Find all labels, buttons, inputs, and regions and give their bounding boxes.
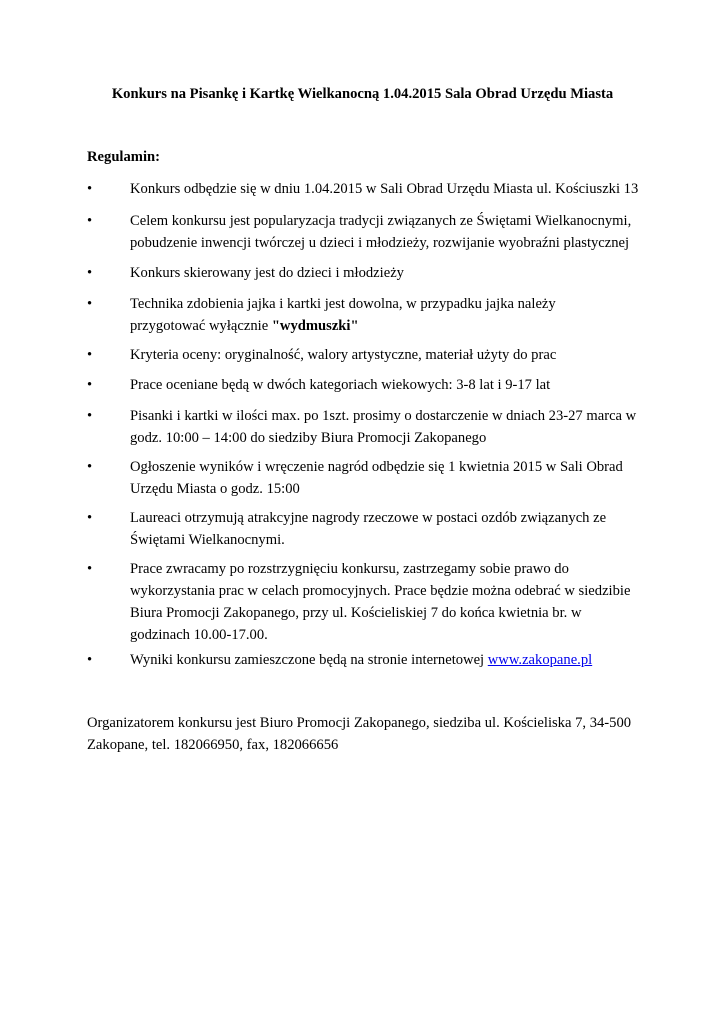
section-heading: Regulamin: xyxy=(87,149,160,165)
list-item xyxy=(87,456,647,500)
organizer-info xyxy=(87,712,647,756)
emphasis-wydmuszki: "wydmuszki" xyxy=(271,318,359,334)
list-item-text xyxy=(130,293,647,337)
list-item-line xyxy=(130,315,647,337)
list-item-text: Konkurs skierowany jest do dzieci i młodzieży xyxy=(130,265,404,281)
list-item-text xyxy=(130,405,647,449)
bullet: • xyxy=(87,347,93,363)
website-link[interactable]: www.zakopane.pl xyxy=(487,652,593,668)
list-item-line: wykorzystania prac w celach promocyjnych. Prace będzie można odebrać w siedzibie xyxy=(130,583,631,599)
list-item-line: Celem konkursu jest popularyzacja tradycji związanych ze Świętami Wielkanocnymi, xyxy=(130,213,632,229)
bullet: • xyxy=(87,296,93,312)
list-item xyxy=(87,262,647,284)
list-item xyxy=(87,344,647,366)
list-item-line-prefix: Wyniki konkursu zamieszczone będą na stronie internetowej xyxy=(130,652,488,668)
list-item-line: Pisanki i kartki w ilości max. po 1szt. prosimy o dostarczenie w dniach 23-27 marca w xyxy=(130,408,637,424)
list-item xyxy=(87,374,647,396)
list-item-text xyxy=(130,558,647,646)
list-item-line: Technika zdobienia jajka i kartki jest dowolna, w przypadku jajka należy xyxy=(130,296,556,312)
list-item xyxy=(87,558,647,646)
list-item-line: Prace zwracamy po rozstrzygnięciu konkursu, zastrzegamy sobie prawo do xyxy=(130,561,569,577)
list-item-line: godz. 10:00 – 14:00 do siedziby Biura Promocji Zakopanego xyxy=(130,430,487,446)
list-item-text xyxy=(130,649,647,671)
list-item-line: godzinach 10.00-17.00. xyxy=(130,627,268,643)
list-item xyxy=(87,507,647,551)
list-item-text: Konkurs odbędzie się w dniu 1.04.2015 w Sali Obrad Urzędu Miasta ul. Kościuszki 13 xyxy=(130,181,639,197)
list-item-text: Prace oceniane będą w dwóch kategoriach wiekowych: 3-8 lat i 9-17 lat xyxy=(130,377,551,393)
organizer-line: Zakopane, tel. 182066950, fax, 182066656 xyxy=(87,737,339,753)
list-item-line: Urzędu Miasta o godz. 15:00 xyxy=(130,481,300,497)
organizer-line: Organizatorem konkursu jest Biuro Promocji Zakopanego, siedziba ul. Kościeliska 7, 34-500 xyxy=(87,715,632,731)
list-item-text xyxy=(130,210,647,254)
list-item xyxy=(87,405,647,449)
bullet: • xyxy=(87,213,93,229)
list-item-line: Świętami Wielkanocnymi. xyxy=(130,532,285,548)
list-item xyxy=(87,649,647,671)
list-item-text: Kryteria oceny: oryginalność, walory artystyczne, materiał użyty do prac xyxy=(130,347,557,363)
bullet: • xyxy=(87,652,93,668)
list-item xyxy=(87,293,647,337)
bullet: • xyxy=(87,510,93,526)
list-item xyxy=(87,210,647,254)
bullet: • xyxy=(87,265,93,281)
bullet: • xyxy=(87,459,93,475)
bullet: • xyxy=(87,408,93,424)
list-item-line: pobudzenie inwencji twórczej u dzieci i młodzieży, rozwijanie wyobraźni plastycznej xyxy=(130,235,630,251)
list-item-text xyxy=(130,456,647,500)
list-item xyxy=(87,178,647,200)
bullet: • xyxy=(87,181,93,197)
list-item-text xyxy=(130,507,647,551)
list-item-line-prefix: przygotować wyłącznie xyxy=(130,318,272,334)
list-item-line: Biura Promocji Zakopanego, przy ul. Kościeliskiej 7 do końca kwietnia br. w xyxy=(130,605,582,621)
list-item-line: Ogłoszenie wyników i wręczenie nagród odbędzie się 1 kwietnia 2015 w Sali Obrad xyxy=(130,459,623,475)
bullet: • xyxy=(87,561,93,577)
list-item-line: Laureaci otrzymują atrakcyjne nagrody rzeczowe w postaci ozdób związanych ze xyxy=(130,510,607,526)
bullet: • xyxy=(87,377,93,393)
document-title: Konkurs na Pisankę i Kartkę Wielkanocną 1.04.2015 Sala Obrad Urzędu Miasta xyxy=(111,86,614,102)
